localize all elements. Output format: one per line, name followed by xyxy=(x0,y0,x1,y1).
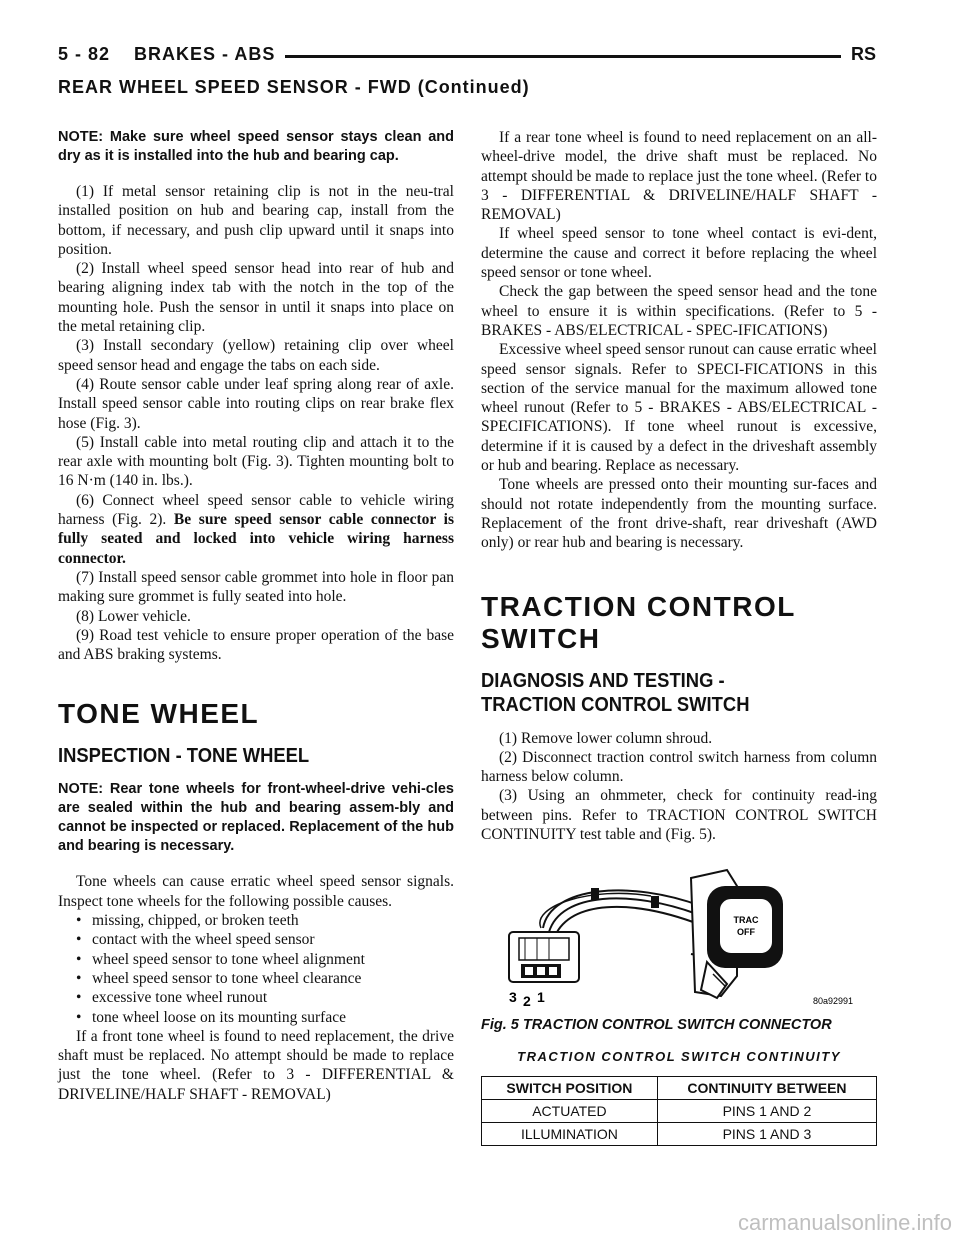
table-header-row xyxy=(482,1077,877,1100)
right-column xyxy=(481,128,877,1146)
pin-label-3: 3 xyxy=(509,989,517,1006)
step-3: (3) Install secondary (yellow) retaining clip over wheel speed sensor head and engage the tabs on each side. xyxy=(58,337,454,374)
diagnosis-heading: DIAGNOSIS AND TESTING - TRACTION CONTROL SWITCH xyxy=(481,669,750,716)
inspection-heading: INSPECTION - TONE WHEEL xyxy=(58,745,310,768)
list-item: • tone wheel loose on its mounting surface xyxy=(58,1008,454,1027)
list-item: • missing, chipped, or broken teeth xyxy=(58,911,454,930)
traction-control-heading: TRACTION CONTROL SWITCH xyxy=(481,590,796,654)
diag-step-2: (2) Disconnect traction control switch harness from column harness below column. xyxy=(481,748,877,786)
header-switch-position: SWITCH POSITION xyxy=(482,1077,658,1100)
step-6 xyxy=(58,491,454,568)
table-cell: ILLUMINATION xyxy=(482,1123,658,1146)
step-6-text: (6) Connect wheel speed sensor cable to vehicle wiring harness (Fig. 2). xyxy=(58,491,454,529)
figure-code: 80a92991 xyxy=(813,996,854,1007)
list-item: • contact with the wheel speed sensor xyxy=(58,930,454,949)
table-cell: PINS 1 AND 3 xyxy=(657,1123,876,1146)
header-continuity-between: CONTINUITY BETWEEN xyxy=(657,1077,876,1100)
step-9: (9) Road test vehicle to ensure proper operation of the base and ABS braking systems. xyxy=(58,626,454,664)
traction-switch xyxy=(691,870,783,998)
list-item: • wheel speed sensor to tone wheel clearance xyxy=(58,969,454,988)
continuity-table-title: TRACTION CONTROL SWITCH CONTINUITY xyxy=(517,1049,841,1065)
table-cell: PINS 1 AND 2 xyxy=(657,1100,876,1123)
diag-step-1: (1) Remove lower column shroud. xyxy=(499,729,713,747)
section-subtitle: REAR WHEEL SPEED SENSOR - FWD (Continued) xyxy=(58,77,530,97)
tone-wheel-intro: Tone wheels can cause erratic wheel speed sensor signals. Inspect tone wheels for the following possible causes. xyxy=(58,873,454,910)
list-item: • wheel speed sensor to tone wheel alignment xyxy=(58,950,454,969)
pin-label-1: 1 xyxy=(537,989,545,1006)
diag-step-3: (3) Using an ohmmeter, check for continuity read-ing between pins. Refer to TRACTION CONTROL SWITCH CONTINUITY test table and (Fig. 5). xyxy=(481,787,877,844)
switch-connector-illustration xyxy=(481,866,877,1011)
step-5: (5) Install cable into metal routing clip and attach it to the rear axle with mounting bolt (Fig. 3). Tighten mounting bolt to 16 N·m (140 in. lbs.). xyxy=(58,433,454,490)
note-clean-dry: NOTE: Make sure wheel speed sensor stays clean and dry as it is installed into the hub and bearing cap. xyxy=(58,129,454,164)
left-column xyxy=(58,128,454,1104)
runout-paragraph: Excessive wheel speed sensor runout can cause erratic wheel speed sensor signals. Refer to SPECI-FICATIONS in this section of the service manual for the maximum allowed tone wheel runout (Refer to 5 - BRAKES - ABS/ELECTRICAL - SPECIFICATIONS). If tone wheel runout is excessive, determine if it is caused by a defect in the driveshaft assembly or hub and bearing. Replace as necessary. xyxy=(481,341,877,475)
switch-label-trac: TRAC xyxy=(733,915,759,926)
switch-connector-figure xyxy=(481,866,877,1011)
connector-plug xyxy=(509,932,579,982)
step-2: (2) Install wheel speed sensor head into rear of hub and bearing aligning index tab with the notch in the top of the mounting hole. Push the sensor in until it snaps into place on the metal retaining clip. xyxy=(58,260,454,336)
page-header xyxy=(58,44,876,76)
step-6-warning: Be sure speed sensor cable connector is fully seated and locked into vehicle wiring harness connector. xyxy=(58,511,454,567)
tone-wheel-heading: TONE WHEEL xyxy=(58,698,260,730)
step-8: (8) Lower vehicle. xyxy=(76,607,191,625)
note-rear-tone-wheels: NOTE: Rear tone wheels for front-wheel-drive vehi-cles are sealed within the hub and bearing assem-bly and cannot be inspected or replaced. Replacement of the hub and bearing is necessary. xyxy=(58,781,454,855)
pin-label-2: 2 xyxy=(523,993,531,1010)
page-number-section: 5 - 82 BRAKES - ABS xyxy=(58,44,285,65)
step-4: (4) Route sensor cable under leaf spring along rear of axle. Install speed sensor cable into routing clips on rear brake flex hose (Fig. 3). xyxy=(58,375,454,432)
gap-paragraph: Check the gap between the speed sensor head and the tone wheel to ensure it is within specifications. (Refer to 5 - BRAKES - ABS/ELECTRICAL - SPEC-IFICATIONS) xyxy=(481,283,877,339)
list-item: • excessive tone wheel runout xyxy=(58,988,454,1007)
continuity-table xyxy=(481,1076,877,1146)
rear-awd-paragraph: If a rear tone wheel is found to need replacement on an all-wheel-drive model, the drive shaft must be replaced. No attempt should be made to replace just the tone wheel. (Refer to 3 - DIFFERENTIAL & DRIVELINE/HALF SHAFT - REMOVAL) xyxy=(481,129,877,224)
step-7: (7) Install speed sensor cable grommet into hole in floor pan making sure grommet is fully seated into hole. xyxy=(58,568,454,606)
contact-paragraph: If wheel speed sensor to tone wheel contact is evi-dent, determine the cause and correct it before replacing the wheel speed sensor or tone wheel. xyxy=(481,225,877,282)
switch-label-off: OFF xyxy=(737,927,755,938)
step-1: (1) If metal sensor retaining clip is not in the neu-tral installed position on hub and bearing cap, install from the bottom, if necessary, and push clip upward until it snaps into position. xyxy=(58,183,454,258)
model-code: RS xyxy=(841,44,876,65)
table-row xyxy=(482,1123,877,1146)
front-tone-wheel-replacement: If a front tone wheel is found to need replacement, the drive shaft must be replaced. No attempt should be made to replace just the tone wheel. (Refer to 3 - DIFFERENTIAL & DRIVELINE/HALF SHAFT - REMOVAL) xyxy=(58,1027,454,1103)
pressed-paragraph: Tone wheels are pressed onto their mounting sur-faces and should not rotate independently from the mounting surface. Replacement of the front drive-shaft, rear driveshaft (AWD only) or rear hub and bearing is necessary. xyxy=(481,476,877,552)
table-cell: ACTUATED xyxy=(482,1100,658,1123)
table-row xyxy=(482,1100,877,1123)
figure-caption: Fig. 5 TRACTION CONTROL SWITCH CONNECTOR xyxy=(481,1017,832,1034)
causes-list xyxy=(58,911,454,1027)
watermark: carmanualsonline.info xyxy=(737,1210,952,1235)
